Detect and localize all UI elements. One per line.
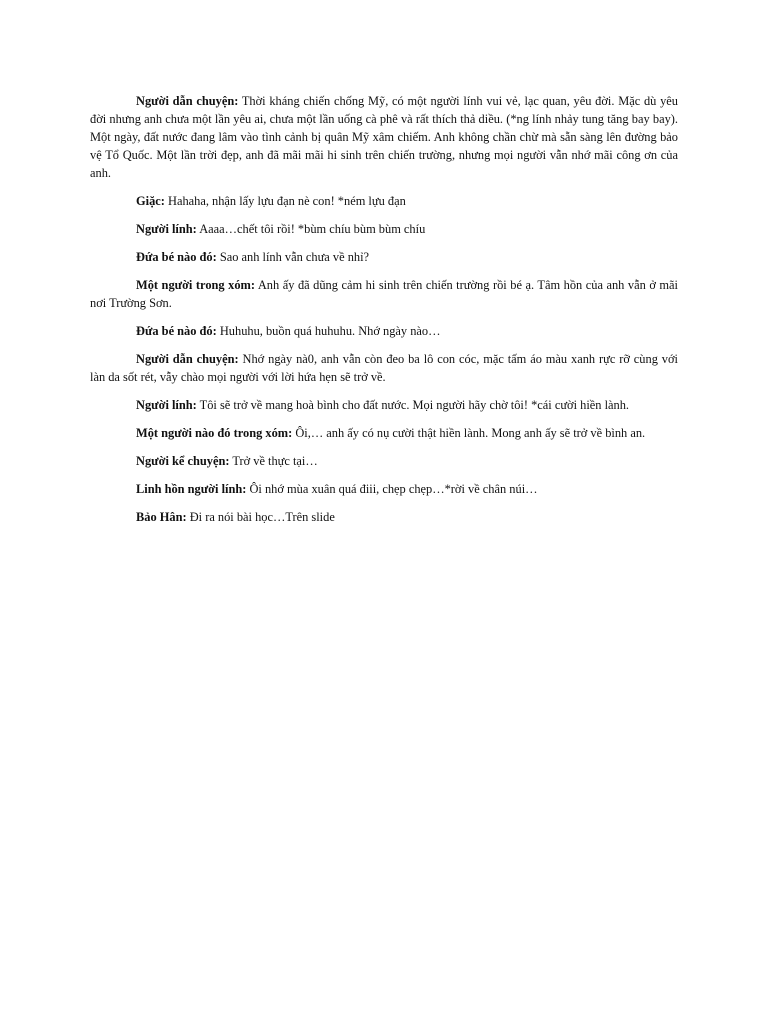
paragraph-child	[90, 322, 678, 340]
paragraph-narrator	[90, 350, 678, 386]
speaker-label: Linh hồn người lính:	[136, 482, 247, 496]
speaker-label: Một người nào đó trong xóm:	[136, 426, 293, 440]
paragraph-soldier-spirit	[90, 480, 678, 498]
paragraph-storyteller	[90, 452, 678, 470]
speaker-label: Người dẫn chuyện:	[136, 94, 239, 108]
dialogue-text: Huhuhu, buồn quá huhuhu. Nhớ ngày nào…	[216, 324, 441, 338]
dialogue-text: Sao anh lính vẫn chưa về nhỉ?	[216, 250, 370, 264]
paragraph-narrator	[90, 92, 678, 182]
speaker-label: Người dẫn chuyện:	[136, 352, 239, 366]
speaker-label: Người lính:	[136, 398, 197, 412]
dialogue-text: Tôi sẽ trở về mang hoà bình cho đất nước. Mọi người hãy chờ tôi! *cái cười hiền lành.	[196, 398, 630, 412]
document-page	[90, 92, 678, 536]
dialogue-text: Nhớ ngày nà0, anh vẫn còn đeo ba lô con cóc, mặc tấm áo màu xanh rực rỡ cùng với làn da sốt rét, vẫy chào mọi người với lời hứa hẹn sẽ trở về.	[90, 352, 678, 384]
dialogue-text: Trở về thực tại…	[229, 454, 318, 468]
dialogue-text: Thời kháng chiến chống Mỹ, có một người lính vui vẻ, lạc quan, yêu đời. Mặc dù yêu đời nhưng anh chưa một lần yêu ai, chưa một lần uống cà phê và rất thích thả diều. (*ng lính nhảy tung tăng bay bay). Một ngày, đất nước đang lâm vào tình cảnh bị quân Mỹ xâm chiếm. Anh không chần chừ mà sẵn sàng lên đường bảo vệ Tổ Quốc. Một lần trời đẹp, anh đã mãi mãi hi sinh trên chiến trường, nhưng mọi người vẫn nhớ mãi công ơn của anh.	[90, 94, 678, 180]
speaker-label: Người kể chuyện:	[136, 454, 230, 468]
speaker-label: Giặc:	[136, 194, 165, 208]
dialogue-text: Aaaa…chết tôi rồi! *bùm chíu bùm bùm chíu	[196, 222, 426, 236]
speaker-label: Bảo Hân:	[136, 510, 187, 524]
dialogue-text: Anh ấy đã dũng cảm hi sinh trên chiến trường rồi bé ạ. Tâm hồn của anh vẫn ở mãi nơi Trường Sơn.	[90, 278, 678, 310]
paragraph-villager	[90, 276, 678, 312]
dialogue-text: Ôi nhớ mùa xuân quá điii, chẹp chẹp…*rời về chân núi…	[246, 482, 538, 496]
speaker-label: Đứa bé nào đó:	[136, 250, 217, 264]
paragraph-soldier	[90, 396, 678, 414]
dialogue-text: Ôi,… anh ấy có nụ cười thật hiền lành. Mong anh ấy sẽ trở về bình an.	[292, 426, 646, 440]
speaker-label: Đứa bé nào đó:	[136, 324, 217, 338]
paragraph-bao-han	[90, 508, 678, 526]
dialogue-text: Hahaha, nhận lấy lựu đạn nè con! *ném lựu đạn	[164, 194, 406, 208]
paragraph-child	[90, 248, 678, 266]
paragraph-enemy	[90, 192, 678, 210]
paragraph-villager	[90, 424, 678, 442]
paragraph-soldier	[90, 220, 678, 238]
speaker-label: Người lính:	[136, 222, 197, 236]
dialogue-text: Đi ra nói bài học…Trên slide	[186, 510, 335, 524]
speaker-label: Một người trong xóm:	[136, 278, 255, 292]
